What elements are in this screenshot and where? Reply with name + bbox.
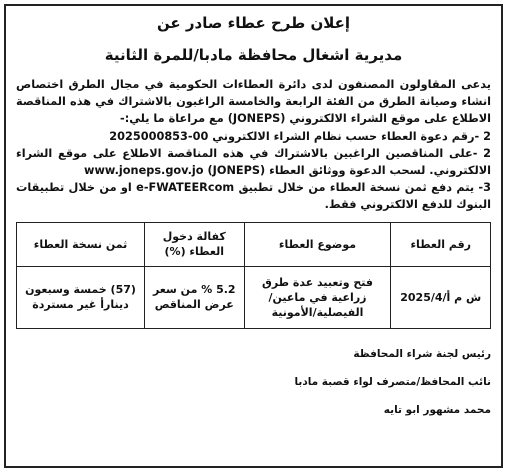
announcement-title: إعلان طرح عطاء صادر عن <box>156 14 351 32</box>
announcement-body <box>16 76 491 214</box>
tender-table <box>16 222 491 329</box>
item-tender-number: 2 -رقم دعوة العطاء حسب نظام الشراء الالكتروني 00-2025000853 <box>109 129 491 143</box>
header-tender-subject: موضوع العطاء <box>244 222 391 266</box>
table-row <box>17 266 491 328</box>
intro-paragraph: يدعى المقاولون المصنفون لدى دائرة العطاءات الحكومية في مجال الطرق اختصاص انشاء وصيانة الطرق من الفئة الرابعة والخامسة الراغبون بالاشتراك في هذه المناقصة الاطلاع على موقع الشراء الالكتروني (JONEPS) مع مراعاة ما يلي:- <box>16 78 491 126</box>
signature-block <box>16 343 491 421</box>
header-copy-price: ثمن نسخة العطاء <box>17 222 145 266</box>
directorate-title: مديرية اشغال محافظة مادبا/للمرة الثانية <box>104 46 403 64</box>
item-joneps-site: 2 -على المناقصين الراغبين بالاشتراك في هذه المناقصة الاطلاع على موقع الشراء الالكتروني. لسحب الدعوة ووثائق العطاء www.joneps.gov.jo (JONEPS) <box>16 146 491 178</box>
signature-committee: رئيس لجنة شراء المحافظة <box>353 347 491 360</box>
cell-bid-bond: 5.2 % من سعر عرض المناقص <box>145 266 245 328</box>
tender-announcement <box>4 4 503 468</box>
cell-tender-subject: فتح وتعبيد عدة طرق زراعية في ماعين/ الفيصلية/الأمونية <box>244 266 391 328</box>
table-header-row <box>17 222 491 266</box>
signature-name: محمد مشهور ابو تايه <box>383 403 491 416</box>
header-tender-number: رقم العطاء <box>391 222 491 266</box>
cell-tender-number: ش م أ/2025/4 <box>391 266 491 328</box>
cell-copy-price: (57) خمسة وسبعون دينارأ غير مستردة <box>17 266 145 328</box>
signature-title: نائب المحافظ/متصرف لواء قصبة مادبا <box>294 375 491 388</box>
header-bid-bond: كفالة دخول العطاء (%) <box>145 222 245 266</box>
item-payment: 3- يتم دفع ثمن نسخة العطاء من خلال تطبيق e-FWATEERcom او من خلال تطبيقات البنوك للدفع الالكتروني فقط. <box>16 181 491 212</box>
